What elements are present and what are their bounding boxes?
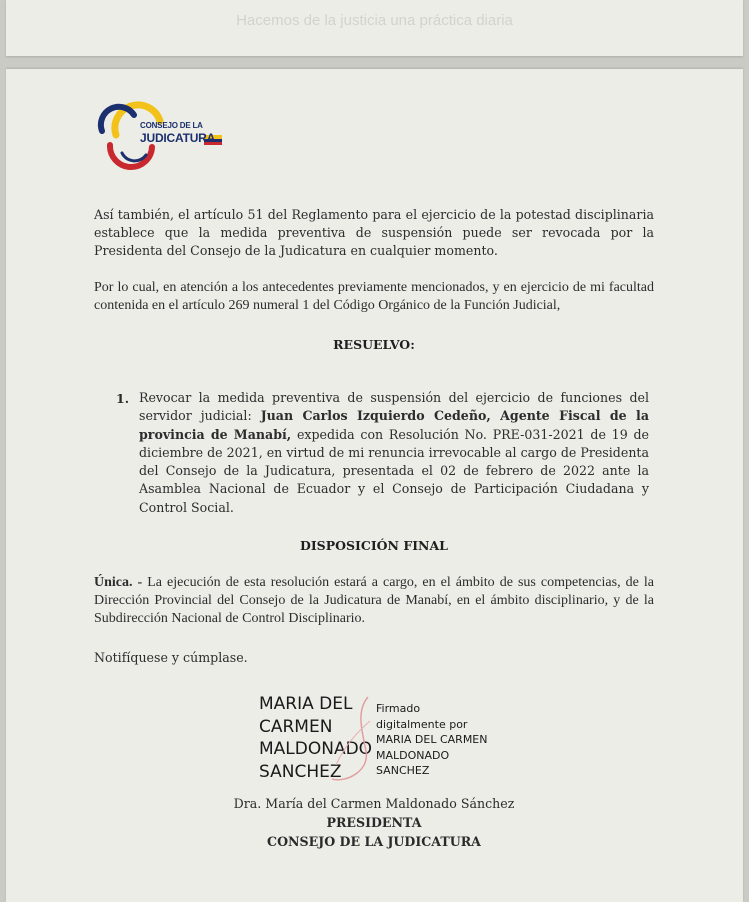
resolution-bold-text: Juan Carlos Izquierdo Cedeño, Agente Fiscal de la provincia de Manabí, <box>139 408 649 442</box>
signature-flourish-icon <box>326 691 376 787</box>
signature-detail-line: SANCHEZ <box>376 764 430 777</box>
signature-detail-line: digitalmente por <box>376 717 468 731</box>
logo-text-line2: JUDICATURA <box>140 131 216 145</box>
signature-detail-line: MARIA DEL CARMEN <box>376 733 488 746</box>
previous-page-bottom <box>6 0 743 56</box>
signature-name-line: SANCHEZ <box>259 761 342 782</box>
signatory-name: Dra. María del Carmen Maldonado Sánchez <box>233 796 515 811</box>
disposicion-paragraph <box>94 574 654 628</box>
signature-name-line: MARIA DEL <box>259 694 353 714</box>
closing-notifiquese: Notifíquese y cúmplase. <box>94 650 248 665</box>
signature-name-line: MALDONADO <box>259 739 373 759</box>
resolution-item-number: 1. <box>116 391 130 406</box>
logo-text-line1: CONSEJO DE LA <box>140 121 203 130</box>
footer-motto: Hacemos de la justicia una práctica diaria <box>236 12 513 29</box>
document-page <box>6 69 743 902</box>
disposicion-label: Única. - <box>94 575 143 590</box>
disposicion-text: La ejecución de esta resolución estará a cargo, en el ámbito de sus competencias, de la Dirección Provincial del Consejo de la Judicatura de Manabí, en el ámbito disciplinario, y de la Subdirección Nacional de Control Disciplinario. <box>94 575 654 626</box>
signature-name-line: CARMEN <box>259 716 333 737</box>
signature-detail-line: MALDONADO <box>376 748 450 762</box>
consejo-judicatura-logo <box>94 91 234 171</box>
disposicion-final-heading: DISPOSICIÓN FINAL <box>300 538 448 553</box>
signatory-title: PRESIDENTA <box>326 815 422 830</box>
resolution-text-before: Revocar la medida preventiva de suspensión del ejercicio de funciones del servidor judicial: <box>139 390 649 424</box>
paragraph-por-lo-cual: Por lo cual, en atención a los antecedentes previamente mencionados, y en ejercicio de mi facultad contenida en el artículo 269 numeral 1 del Código Orgánico de la Función Judicial, <box>94 280 654 313</box>
digital-signature-detail <box>376 701 488 779</box>
resolution-text-after: expedida con Resolución No. PRE-031-2021 de 19 de diciembre de 2021, en virtud de mi renuncia irrevocable al cargo de Presidenta del Consejo de la Judicatura, presentada el 02 de febrero de 2022 ante la Asamblea Nacional de Ecuador y el Consejo de Participación Ciudadana y Control Social. <box>139 426 649 515</box>
resolution-item-text <box>139 389 649 517</box>
paragraph-articulo-51: Así también, el artículo 51 del Reglamento para el ejercicio de la potestad disciplinaria establece que la medida preventiva de suspensión puede ser revocada por la Presidenta del Consejo de la Judicatura en cualquier momento. <box>94 207 654 258</box>
resuelvo-heading: RESUELVO: <box>333 337 415 352</box>
signatory-institution: CONSEJO DE LA JUDICATURA <box>267 834 481 849</box>
signature-detail-line: Firmado <box>376 702 421 715</box>
